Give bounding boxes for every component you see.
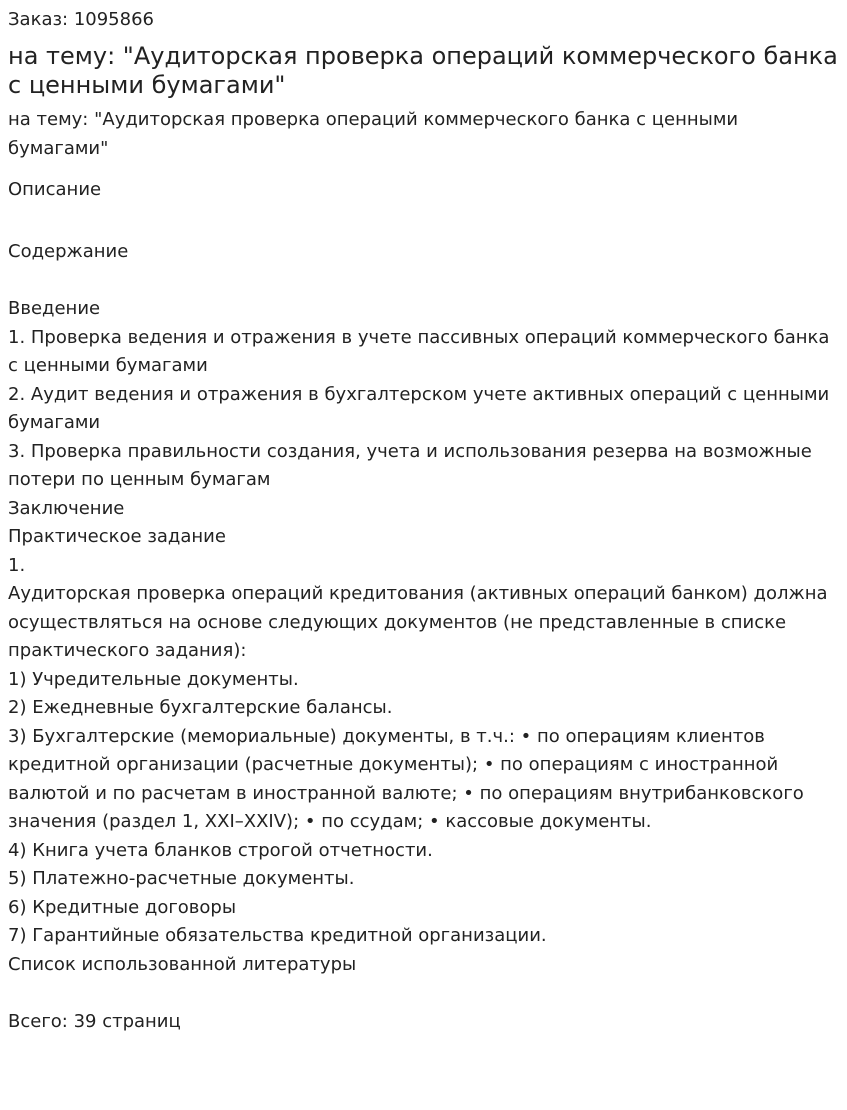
contents-line: 4) Книга учета бланков строгой отчетности.	[8, 839, 433, 861]
contents-heading: Содержание	[8, 240, 129, 262]
description-heading: Описание	[8, 179, 102, 200]
contents-line: Список использованной литературы	[8, 953, 357, 975]
contents-line: Введение	[8, 298, 101, 319]
contents-line: 5) Платежно-расчетные документы.	[8, 868, 355, 889]
contents-line: 2. Аудит ведения и отражения в бухгалтерском учете активных операций с ценными бумагами	[8, 383, 830, 433]
contents-line: 1.	[8, 554, 26, 576]
contents-line: 1. Проверка ведения и отражения в учете пассивных операций коммерческого банка с ценными бумагами	[8, 326, 830, 376]
contents-line: Заключение	[8, 497, 125, 519]
contents-line: Аудиторская проверка операций кредитования (активных операций банком) должна осуществляться на основе следующих документов (не представленные в списке практического задания):	[8, 583, 828, 661]
order-number: Заказ: 1095866	[8, 9, 154, 30]
page-subtitle: на тему: "Аудиторская проверка операций коммерческого банка с ценными бумагами"	[8, 109, 739, 159]
contents-line: 7) Гарантийные обязательства кредитной организации.	[8, 925, 547, 946]
table-of-contents	[8, 295, 839, 979]
contents-line: 3) Бухгалтерские (мемориальные) документы, в т.ч.: • по операциям клиентов кредитной организации (расчетные документы); • по операциям с иностранной валютой и по расчетам в иностранной валюте; • по операциям внутрибанковского значения (раздел 1, XXI–XXIV); • по ссудам; • кассовые документы.	[8, 725, 804, 832]
contents-line: 1) Учредительные документы.	[8, 668, 299, 690]
page-title: на тему: "Аудиторская проверка операций коммерческого банка с ценными бумагами"	[8, 42, 838, 99]
contents-line: Практическое задание	[8, 526, 226, 547]
contents-line: 2) Ежедневные бухгалтерские балансы.	[8, 697, 393, 718]
total-pages: Всего: 39 страниц	[8, 1011, 181, 1032]
contents-line: 3. Проверка правильности создания, учета и использования резерва на возможные потери по ценным бумагам	[8, 440, 812, 490]
contents-line: 6) Кредитные договоры	[8, 896, 237, 918]
